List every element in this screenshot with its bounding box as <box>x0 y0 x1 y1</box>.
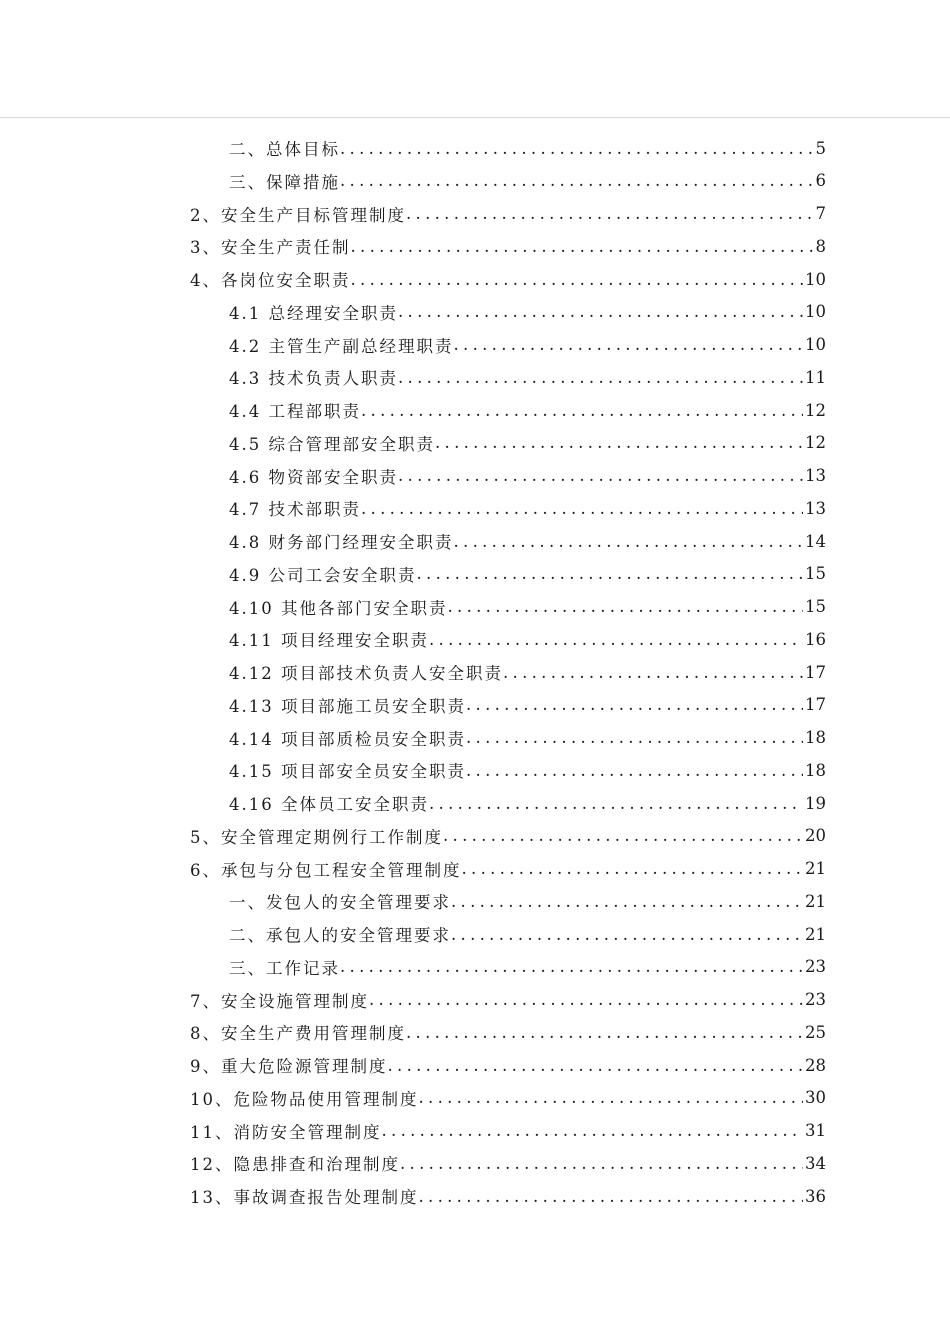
toc-entry[interactable] <box>190 198 826 230</box>
toc-entry-title: 9、重大危险源管理制度 <box>190 1057 388 1076</box>
toc-dot-leader <box>429 794 803 813</box>
toc-entry-title: 4.3 技术负责人职责 <box>229 369 398 389</box>
toc-dot-leader <box>388 1056 804 1075</box>
toc-entry[interactable] <box>229 132 826 164</box>
toc-dot-leader <box>406 204 814 223</box>
toc-dot-leader <box>361 401 803 420</box>
toc-entry[interactable] <box>229 329 826 361</box>
toc-entry-page-number: 18 <box>805 760 826 780</box>
toc-entry-page-number: 12 <box>805 400 826 420</box>
toc-entry-page-number: 28 <box>805 1055 826 1075</box>
toc-entry-page-number: 31 <box>805 1121 826 1140</box>
toc-dot-leader <box>419 1187 804 1206</box>
toc-dot-leader <box>340 171 814 190</box>
toc-entry-title: 7、安全设施管理制度 <box>190 991 369 1011</box>
header-rule <box>0 117 950 118</box>
toc-entry-title: 4.12 项目部技术负责人安全职责 <box>229 664 503 683</box>
toc-dot-leader <box>451 925 803 944</box>
toc-dot-leader <box>398 302 803 321</box>
toc-dot-leader <box>351 270 804 289</box>
toc-entry-page-number: 17 <box>805 662 826 682</box>
toc-entry-page-number: 12 <box>805 433 826 453</box>
toc-entry-title: 4.4 工程部职责 <box>229 402 361 421</box>
toc-entry-title: 4.9 公司工会安全职责 <box>229 565 417 585</box>
toc-entry-title: 4.11 项目经理安全职责 <box>229 631 429 651</box>
toc-dot-leader <box>447 597 803 616</box>
toc-dot-leader <box>417 564 804 583</box>
toc-entry-page-number: 17 <box>805 695 826 715</box>
toc-dot-leader <box>361 499 803 518</box>
toc-dot-leader <box>406 1023 803 1042</box>
toc-dot-leader <box>454 532 804 551</box>
toc-entry-page-number: 20 <box>805 826 826 846</box>
toc-entry[interactable] <box>190 853 826 885</box>
toc-entry-page-number: 21 <box>805 924 826 944</box>
toc-entry-title: 10、危险物品使用管理制度 <box>190 1089 419 1109</box>
toc-entry-title: 8、安全生产费用管理制度 <box>190 1024 406 1044</box>
toc-entry[interactable] <box>229 361 826 393</box>
toc-entry[interactable] <box>229 492 826 524</box>
toc-entry-title: 二、总体目标 <box>229 140 340 159</box>
toc-dot-leader <box>454 335 804 354</box>
toc-dot-leader <box>419 1088 804 1107</box>
toc-dot-leader <box>451 892 803 911</box>
toc-entry-title: 二、承包人的安全管理要求 <box>229 926 451 945</box>
toc-entry-page-number: 10 <box>805 302 826 322</box>
toc-dot-leader <box>466 728 803 747</box>
toc-entry[interactable] <box>190 820 826 852</box>
toc-entry-page-number: 23 <box>805 957 826 977</box>
toc-entry[interactable] <box>190 1049 826 1081</box>
toc-dot-leader <box>503 663 803 682</box>
toc-entry-title: 4.7 技术部职责 <box>229 500 361 520</box>
toc-entry[interactable] <box>229 722 826 754</box>
toc-entry-title: 4.2 主管生产副总经理职责 <box>229 336 454 356</box>
toc-entry-title: 4.16 全体员工安全职责 <box>229 795 429 814</box>
toc-entry-page-number: 13 <box>805 466 826 485</box>
toc-entry[interactable] <box>229 525 826 557</box>
toc-entry-title: 3、安全生产责任制 <box>190 238 351 258</box>
toc-entry-page-number: 16 <box>805 629 826 649</box>
toc-entry[interactable] <box>229 558 826 590</box>
toc-entry[interactable] <box>229 951 826 983</box>
toc-dot-leader <box>398 466 803 485</box>
toc-entry-title: 4.13 项目部施工员安全职责 <box>229 696 466 716</box>
toc-entry[interactable] <box>190 1147 826 1179</box>
toc-entry[interactable] <box>229 918 826 950</box>
toc-entry[interactable] <box>190 1016 826 1048</box>
toc-entry[interactable] <box>190 1115 826 1147</box>
toc-entry[interactable] <box>229 165 826 197</box>
toc-dot-leader <box>382 1121 804 1140</box>
toc-entry-page-number: 25 <box>805 1022 826 1042</box>
toc-entry-title: 6、承包与分包工程安全管理制度 <box>190 860 462 880</box>
toc-entry[interactable] <box>229 656 826 688</box>
toc-entry[interactable] <box>229 427 826 459</box>
toc-entry-page-number: 21 <box>805 891 826 911</box>
toc-entry-page-number: 21 <box>805 859 826 878</box>
toc-entry[interactable] <box>190 230 826 262</box>
toc-entry[interactable] <box>229 787 826 819</box>
toc-entry-title: 12、隐患排查和治理制度 <box>190 1155 400 1175</box>
toc-dot-leader <box>369 990 803 1009</box>
toc-entry-page-number: 5 <box>815 138 826 158</box>
toc-entry-page-number: 15 <box>805 564 826 584</box>
toc-entry-page-number: 10 <box>805 335 826 354</box>
toc-entry-title: 5、安全管理定期例行工作制度 <box>190 827 443 847</box>
toc-entry[interactable] <box>229 394 826 426</box>
toc-entry-page-number: 30 <box>805 1088 826 1108</box>
toc-dot-leader <box>400 1154 803 1173</box>
toc-entry-page-number: 15 <box>805 597 826 616</box>
toc-dot-leader <box>340 957 803 976</box>
toc-entry[interactable] <box>190 1180 826 1212</box>
toc-entry[interactable] <box>190 263 826 295</box>
toc-entry[interactable] <box>229 296 826 328</box>
toc-entry-title: 三、工作记录 <box>229 958 340 978</box>
toc-dot-leader <box>466 761 803 780</box>
toc-entry-title: 4.6 物资部安全职责 <box>229 467 398 487</box>
toc-dot-leader <box>435 433 803 452</box>
toc-entry[interactable] <box>229 689 826 721</box>
toc-entry-page-number: 18 <box>805 728 826 747</box>
toc-entry[interactable] <box>229 623 826 655</box>
toc-entry-page-number: 13 <box>805 498 826 518</box>
toc-entry-page-number: 7 <box>815 204 826 223</box>
toc-dot-leader <box>462 859 804 878</box>
toc-entry-page-number: 36 <box>805 1186 826 1206</box>
toc-entry[interactable] <box>229 591 826 623</box>
toc-entry-title: 13、事故调查报告处理制度 <box>190 1188 419 1207</box>
toc-entry[interactable] <box>190 1082 826 1114</box>
toc-entry-title: 4.1 总经理安全职责 <box>229 303 398 323</box>
toc-dot-leader <box>340 139 814 158</box>
toc-entry-title: 4.15 项目部安全员安全职责 <box>229 762 466 782</box>
toc-dot-leader <box>398 368 803 387</box>
toc-dot-leader <box>351 237 814 256</box>
toc-entry-page-number: 10 <box>805 269 826 289</box>
toc-dot-leader <box>429 630 803 649</box>
toc-dot-leader <box>466 695 803 714</box>
toc-entry-page-number: 23 <box>805 990 826 1009</box>
toc-entry[interactable] <box>229 885 826 917</box>
toc-entry[interactable] <box>229 460 826 492</box>
toc-entry-title: 4、各岗位安全职责 <box>190 271 351 290</box>
toc-entry-title: 11、消防安全管理制度 <box>190 1122 382 1142</box>
toc-entry[interactable] <box>190 984 826 1016</box>
toc-entry-page-number: 14 <box>805 531 826 551</box>
toc-entry-page-number: 6 <box>815 171 826 191</box>
toc-entry[interactable] <box>229 754 826 786</box>
toc-entry-title: 4.5 综合管理部安全职责 <box>229 434 435 454</box>
toc-entry-title: 4.10 其他各部门安全职责 <box>229 598 448 618</box>
toc-entry-title: 4.8 财务部门经理安全职责 <box>229 533 454 552</box>
toc-entry-page-number: 19 <box>805 793 826 813</box>
toc-entry-title: 三、保障措施 <box>229 172 340 192</box>
toc-entry-title: 一、发包人的安全管理要求 <box>229 893 451 913</box>
toc-entry-page-number: 11 <box>805 367 826 387</box>
toc-entry-page-number: 34 <box>805 1153 826 1173</box>
toc-entry-page-number: 8 <box>815 236 826 256</box>
toc-dot-leader <box>443 826 803 845</box>
toc-entry-title: 2、安全生产目标管理制度 <box>190 205 406 225</box>
toc-entry-title: 4.14 项目部质检员安全职责 <box>229 729 466 749</box>
